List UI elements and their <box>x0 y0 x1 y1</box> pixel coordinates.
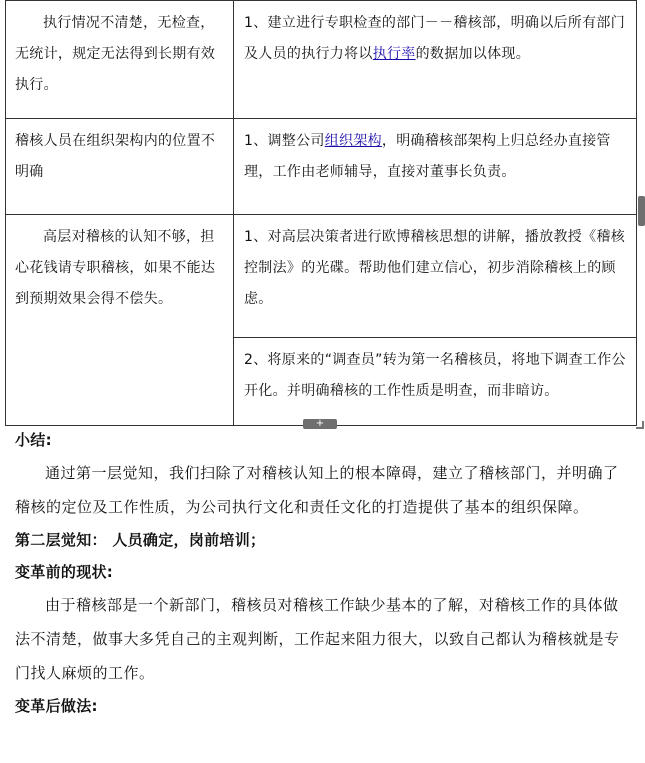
summary-paragraph: 通过第一层觉知，我们扫除了对稽核认知上的根本障碍，建立了稽核部门，并明确了稽核的定位及工作性质，为公司执行文化和责任文化的打造提供了基本的组织保障。 <box>15 464 619 516</box>
solution-cell <box>234 1 637 119</box>
before-paragraph: 由于稽核部是一个新部门，稽核员对稽核工作缺少基本的了解，对稽核工作的具体做法不清楚，做事大多凭自己的主观判断，工作起来阻力很大，以致自己都认为稽核就是专门找人麻烦的工作。 <box>15 596 620 682</box>
solution-text: 1、调整公司 <box>244 133 325 149</box>
summary-heading: 小结: <box>15 431 52 449</box>
document-body <box>15 424 630 722</box>
org-structure-link[interactable]: 组织架构 <box>324 133 382 149</box>
solution-text: 的数据加以体现。 <box>415 46 531 62</box>
issues-solutions-table <box>5 0 637 426</box>
table-row <box>6 1 637 119</box>
before-heading: 变革前的现状: <box>15 563 114 581</box>
table-row <box>6 119 637 215</box>
solution-cell: 2、将原来的“调查员”转为第一名稽核员，将地下调查工作公开化。并明确稽核的工作性质是明查，而非暗访。 <box>234 338 637 426</box>
table-corner-resize-icon[interactable] <box>636 421 644 429</box>
solution-text: 1、建立进行专职检查的部门－－稽核部，明确以后所有部门及人员的执行力将以 <box>244 15 626 62</box>
execution-rate-link[interactable]: 执行率 <box>372 46 416 62</box>
issue-cell: 高层对稽核的认知不够，担心花钱请专职稽核，如果不能达到预期效果会得不偿失。 <box>6 215 234 426</box>
issue-cell: 稽核人员在组织架构内的位置不明确 <box>6 119 234 215</box>
table-add-row-handle[interactable]: + <box>303 419 337 429</box>
solution-cell <box>234 119 637 215</box>
solution-text: ，明确稽核部架构上归总经办直接管理，工作由老师辅导，直接对董事长负责。 <box>244 133 611 180</box>
table-resize-handle[interactable] <box>638 196 645 226</box>
table-row <box>6 215 637 338</box>
solution-cell: 1、对高层决策者进行欧博稽核思想的讲解，播放教授《稽核控制法》的光碟。帮助他们建立信心，初步消除稽核上的顾虑。 <box>234 215 637 338</box>
issue-cell: 执行情况不清楚，无检查，无统计，规定无法得到长期有效执行。 <box>6 1 234 119</box>
layer2-heading: 第二层觉知： 人员确定，岗前培训； <box>15 531 266 549</box>
after-heading: 变革后做法: <box>15 697 98 715</box>
